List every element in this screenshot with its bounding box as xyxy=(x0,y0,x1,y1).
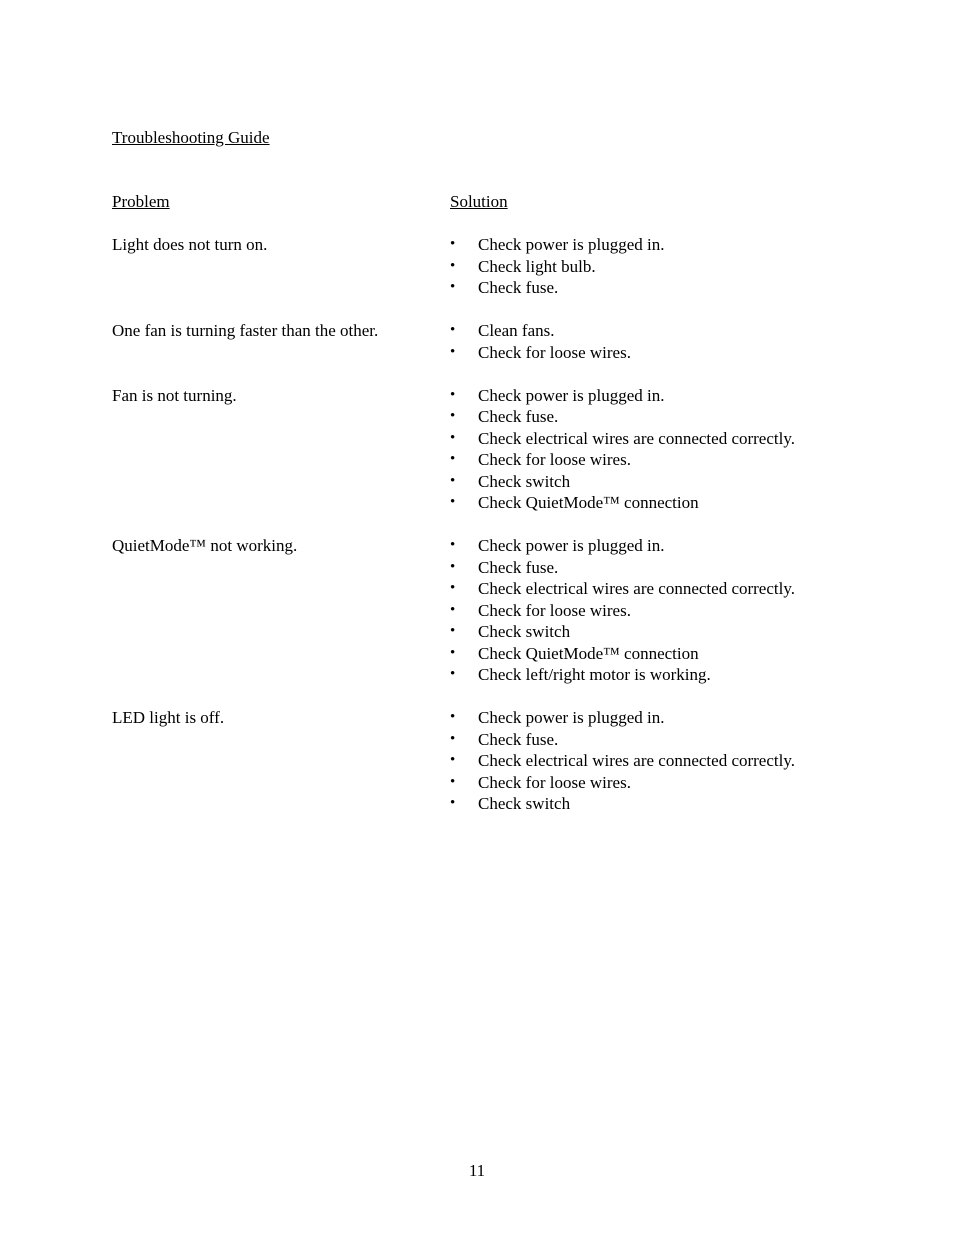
solution-list xyxy=(450,234,665,299)
solution-item: • Check QuietMode™ connection xyxy=(450,492,795,514)
solution-item: • Check for loose wires. xyxy=(450,342,631,364)
solution-item: • Check for loose wires. xyxy=(450,772,795,794)
solution-item: • Check power is plugged in. xyxy=(450,234,665,256)
solution-item: • Check switch xyxy=(450,621,795,643)
solution-list xyxy=(450,320,631,363)
table-row xyxy=(112,385,912,514)
solution-item: • Check QuietMode™ connection xyxy=(450,643,795,665)
solution-item: • Check power is plugged in. xyxy=(450,707,795,729)
solution-item: • Check for loose wires. xyxy=(450,600,795,622)
solution-item: • Check switch xyxy=(450,793,795,815)
problem-text: QuietMode™ not working. xyxy=(112,536,298,555)
solution-list xyxy=(450,385,795,514)
problem-text: LED light is off. xyxy=(112,708,225,727)
solution-item: • Check electrical wires are connected correctly. xyxy=(450,578,795,600)
solution-item: • Check fuse. xyxy=(450,729,795,751)
solution-item: • Check fuse. xyxy=(450,557,795,579)
solution-column-header: Solution xyxy=(450,192,508,211)
solution-item: • Check fuse. xyxy=(450,277,665,299)
problem-text: Fan is not turning. xyxy=(112,385,237,405)
troubleshooting-table xyxy=(112,234,912,836)
problem-column-header: Problem xyxy=(112,192,170,211)
problem-text: Light does not turn on. xyxy=(112,235,268,254)
page-number: 11 xyxy=(468,1161,486,1180)
page-title: Troubleshooting Guide xyxy=(112,128,270,147)
table-row xyxy=(112,535,912,686)
table-row xyxy=(112,707,912,815)
solution-list xyxy=(450,707,795,815)
solution-item: • Check electrical wires are connected correctly. xyxy=(450,428,795,450)
table-row xyxy=(112,320,912,363)
solution-list xyxy=(450,535,795,686)
solution-item: • Check light bulb. xyxy=(450,256,665,278)
solution-item: • Check left/right motor is working. xyxy=(450,664,795,686)
solution-item: • Check fuse. xyxy=(450,406,795,428)
solution-item: • Check electrical wires are connected correctly. xyxy=(450,750,795,772)
solution-item: • Clean fans. xyxy=(450,320,631,342)
problem-text: One fan is turning faster than the other. xyxy=(112,321,379,340)
table-row xyxy=(112,234,912,299)
solution-item: • Check power is plugged in. xyxy=(450,535,795,557)
solution-item: • Check power is plugged in. xyxy=(450,385,795,407)
solution-item: • Check for loose wires. xyxy=(450,449,795,471)
solution-item: • Check switch xyxy=(450,471,795,493)
